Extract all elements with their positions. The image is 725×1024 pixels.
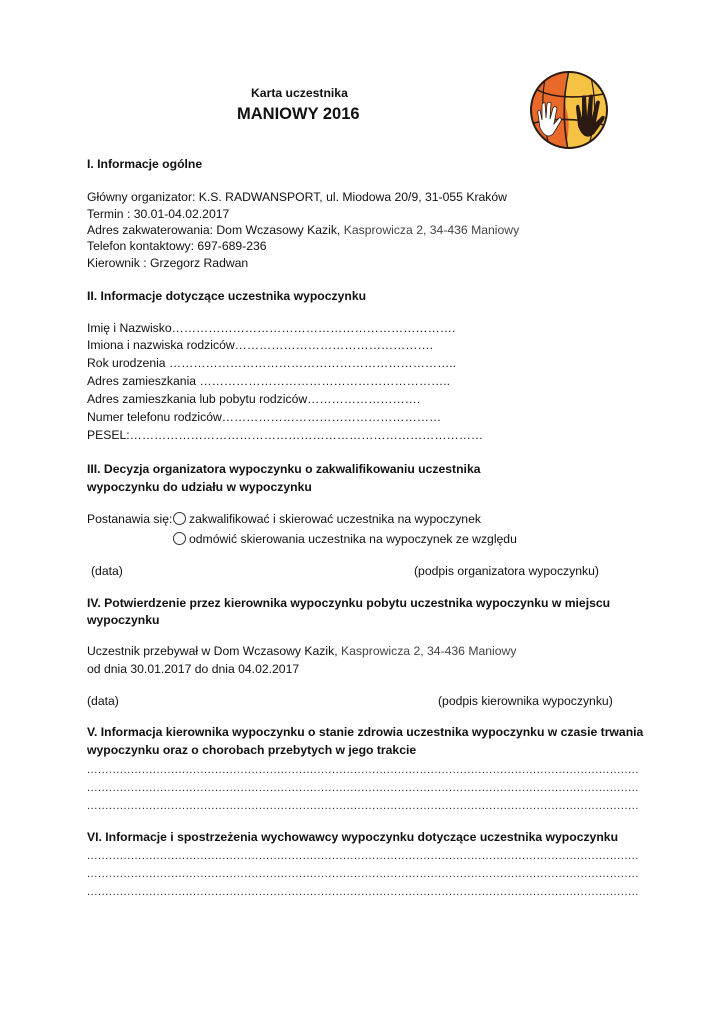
stay-line: [87, 643, 516, 659]
section-5-heading-line1: V. Informacja kierownika wypoczynku o stanie zdrowia uczestnika wypoczynku w czasie trwania: [87, 725, 644, 739]
manager-signature-label: (podpis kierownika wypoczynku): [438, 694, 613, 708]
health-dotline-3[interactable]: .......................................................................................................................................................: [87, 800, 640, 812]
option-qualify[interactable]: [173, 511, 481, 527]
field-parents-address[interactable]: Adres zamieszkania lub pobytu rodziców……………………….: [87, 392, 421, 406]
stay-address: Kasprowicza 2, 34-436 Maniowy: [340, 644, 517, 658]
option-qualify-label: zakwalifikować i skierować uczestnika na wypoczynek: [189, 512, 481, 526]
page-title: MANIOWY 2016: [237, 105, 360, 123]
stay-label: Uczestnik przebywał w Dom Wczasowy Kazik,: [87, 644, 338, 658]
notes-dotline-3[interactable]: .......................................................................................................................................................: [87, 886, 640, 898]
accommodation-line: [87, 222, 519, 238]
logo: [526, 68, 612, 152]
option-refuse-label: odmówić skierowania uczestnika na wypoczynek ze względu: [189, 532, 517, 546]
health-dotline-1[interactable]: .......................................................................................................................................................: [87, 764, 640, 776]
section-2-heading: II. Informacje dotyczące uczestnika wypoczynku: [87, 289, 367, 303]
notes-dotline-2[interactable]: .......................................................................................................................................................: [87, 868, 640, 880]
accommodation-label: Adres zakwaterowania: Dom Wczasowy Kazik,: [87, 223, 341, 237]
accommodation-address: Kasprowicza 2, 34-436 Maniowy: [343, 223, 520, 237]
field-parents-names[interactable]: Imiona i nazwiska rodziców………………………………………….: [87, 338, 434, 352]
section-6-heading: VI. Informacje i spostrzeżenia wychowawcy wypoczynku dotyczące uczestnika wypoczynku: [87, 830, 619, 844]
field-parents-phone[interactable]: Numer telefonu rodziców………………………………………………: [87, 410, 442, 424]
section-3-heading-line2: wypoczynku do udziału w wypoczynku: [87, 480, 312, 494]
card-subtitle: Karta uczestnika: [251, 86, 348, 100]
section-4-heading-line1: IV. Potwierdzenie przez kierownika wypoczynku pobytu uczestnika wypoczynku w miejscu: [87, 596, 611, 610]
section-4-heading-line2: wypoczynku: [87, 613, 160, 627]
field-address[interactable]: Adres zamieszkania ……………………………………………………..: [87, 374, 450, 388]
radio-refuse[interactable]: [173, 532, 186, 545]
option-refuse[interactable]: [173, 531, 517, 547]
section-3-date-label: (data): [91, 564, 123, 578]
section-1-heading: I. Informacje ogólne: [87, 157, 203, 171]
hands-globe-logo-icon: [526, 68, 612, 152]
field-pesel[interactable]: PESEL:……………………………………………………………………………: [87, 428, 484, 442]
section-4-date-label: (data): [87, 694, 119, 708]
field-name[interactable]: Imię i Nazwisko…………………………………………………………….: [87, 321, 456, 335]
organizer-line: Główny organizator: K.S. RADWANSPORT, ul. Miodowa 20/9, 31-055 Kraków: [87, 190, 507, 204]
term-line: Termin : 30.01-04.02.2017: [87, 207, 230, 221]
phone-line: Telefon kontaktowy: 697-689-236: [87, 239, 267, 253]
field-birth-year[interactable]: Rok urodzenia ……………………………………………………………..: [87, 356, 457, 370]
decision-label: Postanawia się:: [87, 512, 173, 526]
section-5-heading-line2: wypoczynku oraz o chorobach przebytych w jego trakcie: [87, 743, 417, 757]
radio-qualify[interactable]: [173, 512, 186, 525]
stay-dates: od dnia 30.01.2017 do dnia 04.02.2017: [87, 662, 300, 676]
notes-dotline-1[interactable]: .......................................................................................................................................................: [87, 850, 640, 862]
manager-line: Kierownik : Grzegorz Radwan: [87, 256, 249, 270]
section-3-heading-line1: III. Decyzja organizatora wypoczynku o zakwalifikowaniu uczestnika: [87, 462, 481, 476]
organizer-signature-label: (podpis organizatora wypoczynku): [414, 564, 599, 578]
health-dotline-2[interactable]: .......................................................................................................................................................: [87, 782, 640, 794]
